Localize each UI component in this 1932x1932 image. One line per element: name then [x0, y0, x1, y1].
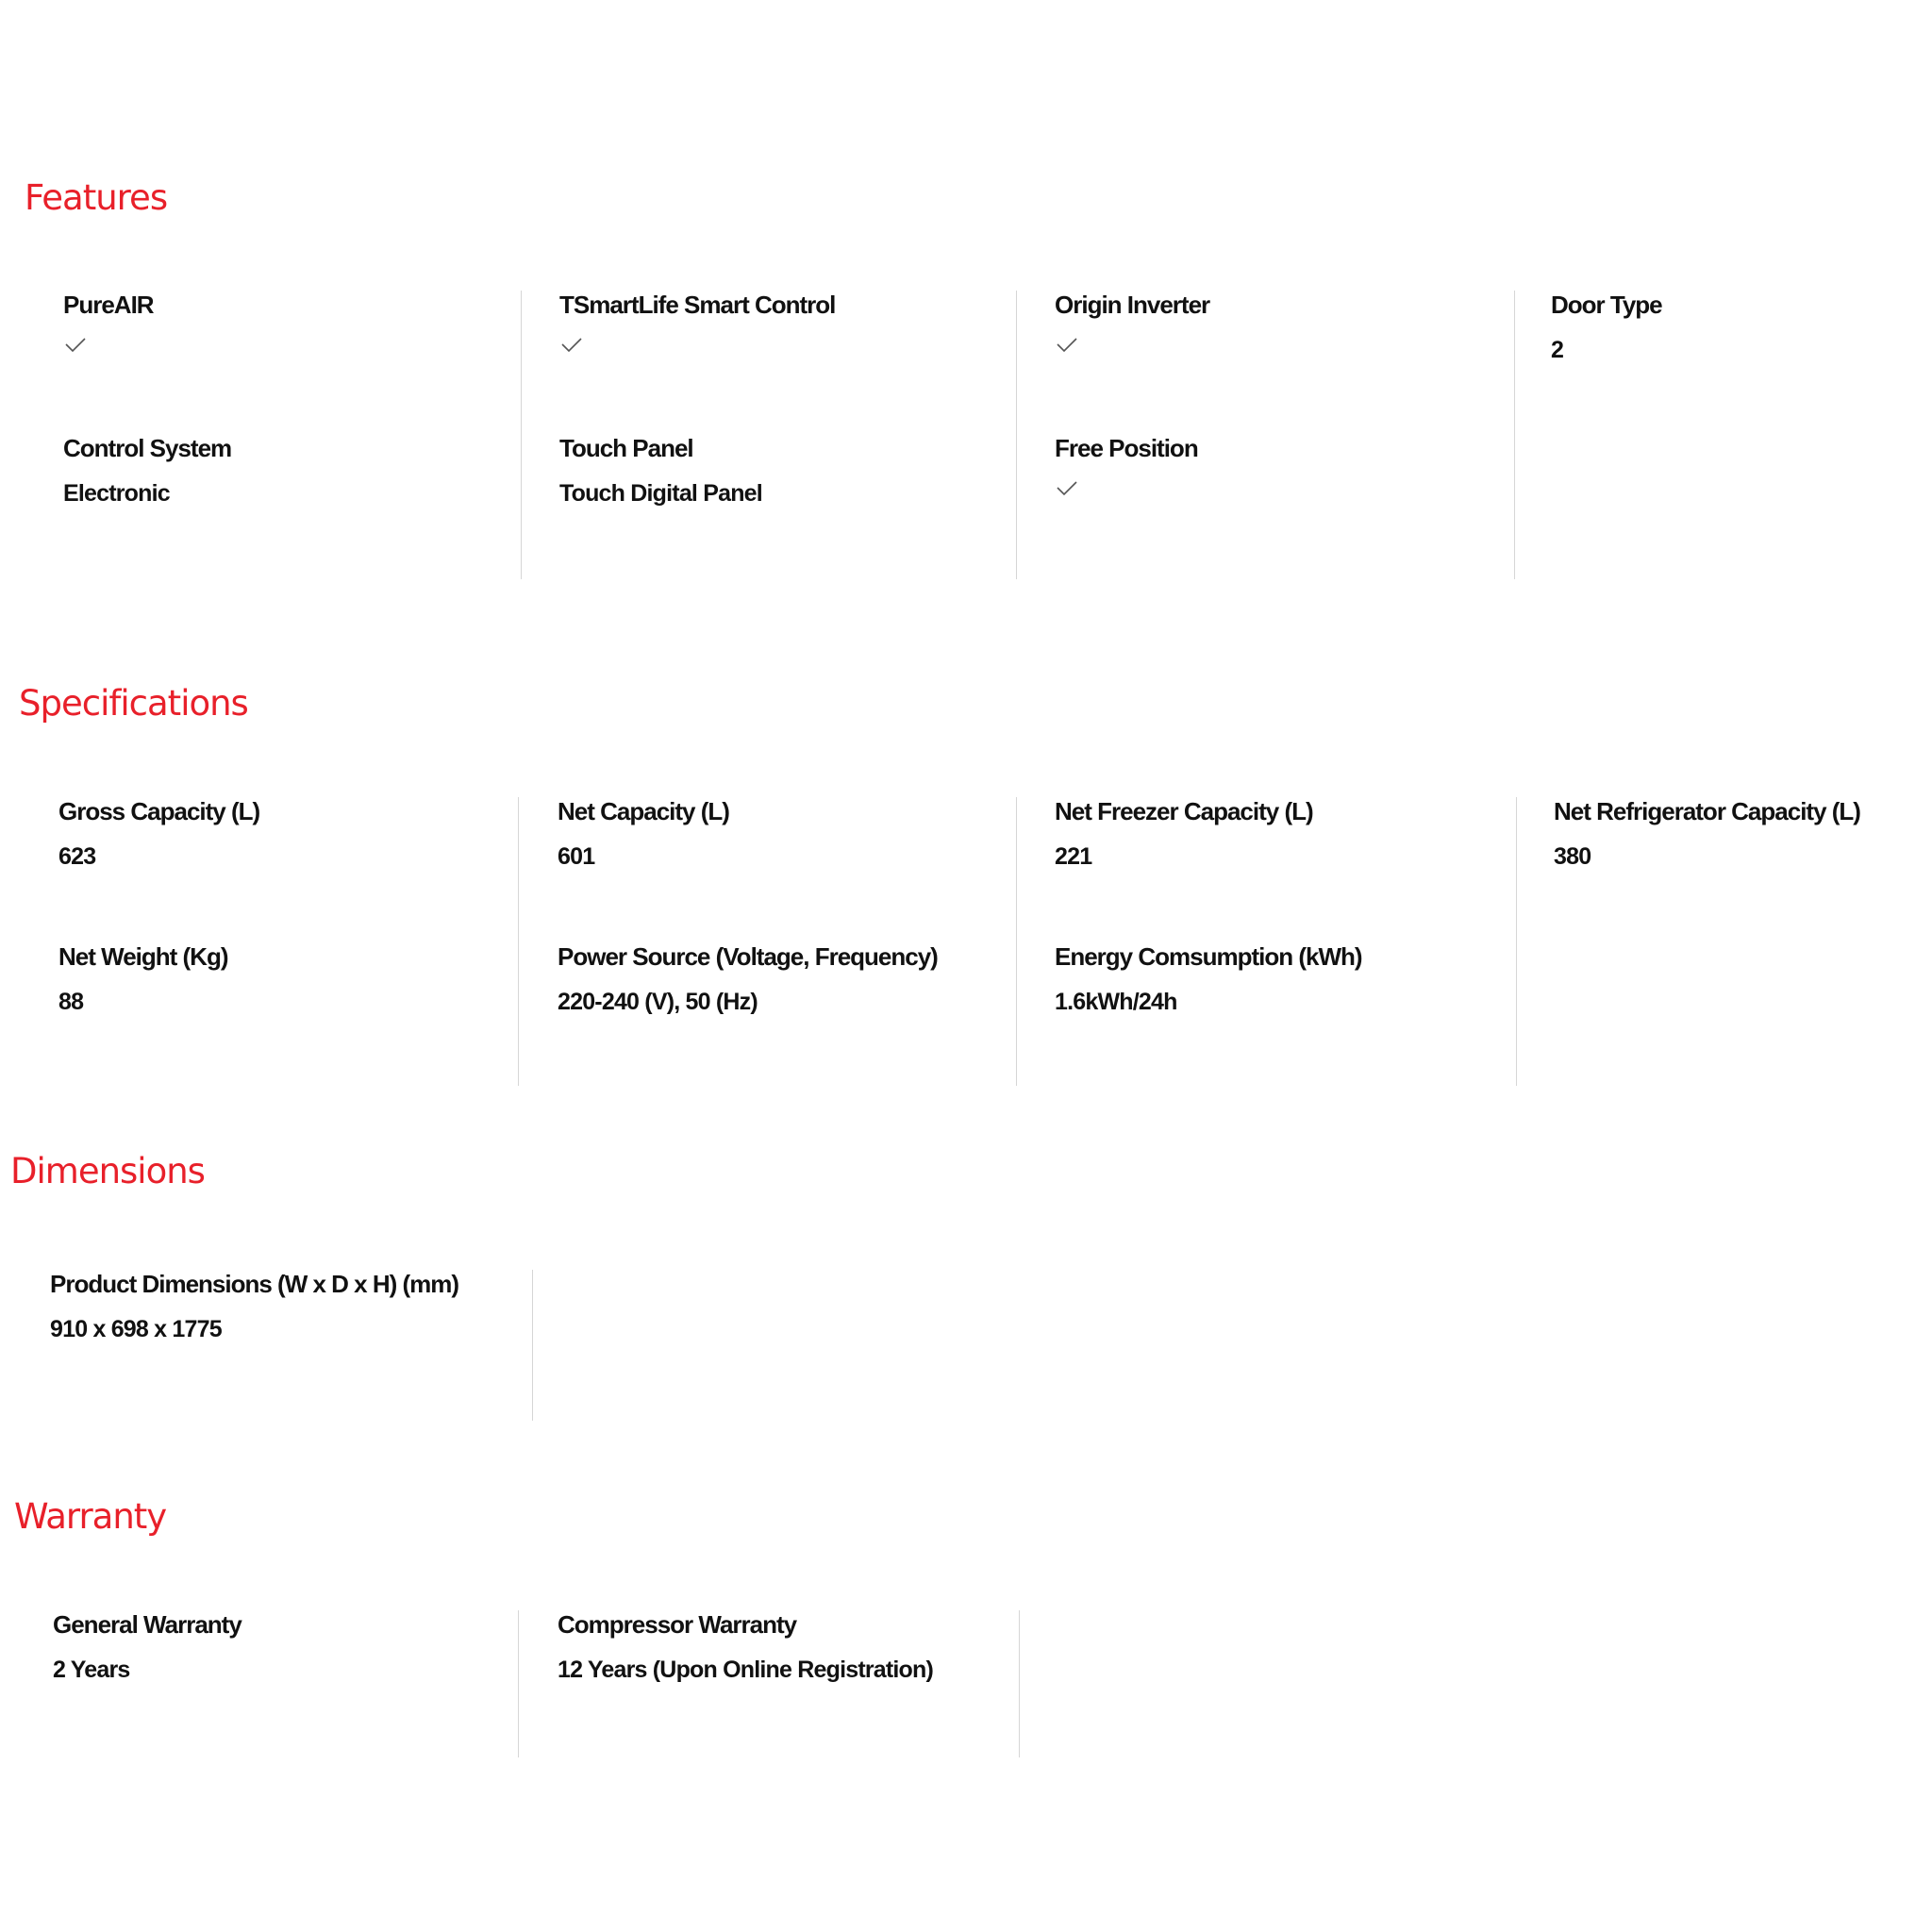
dimension-product-dimensions	[50, 1270, 458, 1343]
spec-label: Net Weight (Kg)	[58, 942, 228, 971]
check-icon	[63, 332, 88, 357]
feature-label: Touch Panel	[559, 434, 693, 462]
feature-value: Electronic	[63, 480, 170, 507]
features-column-4	[1551, 291, 1909, 579]
feature-label: PureAIR	[63, 291, 154, 319]
spec-label: Net Refrigerator Capacity (L)	[1554, 797, 1860, 825]
dimensions-section-title: Dimensions	[10, 1151, 205, 1191]
feature-door-type	[1551, 291, 1662, 364]
feature-label: TSmartLife Smart Control	[559, 291, 836, 319]
feature-label: Origin Inverter	[1055, 291, 1210, 319]
warranty-label: General Warranty	[53, 1610, 242, 1639]
warranty-label: Compressor Warranty	[558, 1610, 797, 1639]
spec-value: 380	[1554, 843, 1591, 870]
feature-pureair	[63, 291, 154, 357]
spec-value: 221	[1055, 843, 1092, 870]
spec-label: Energy Comsumption (kWh)	[1055, 942, 1362, 971]
check-icon	[1055, 475, 1079, 500]
spec-value: 623	[58, 843, 96, 870]
spec-value: 601	[558, 843, 595, 870]
spec-value: 1.6kWh/24h	[1055, 989, 1177, 1015]
spec-label: Gross Capacity (L)	[58, 797, 260, 825]
specifications-section-title: Specifications	[19, 683, 248, 724]
warranty-section-title: Warranty	[14, 1496, 167, 1537]
features-column-2	[559, 291, 1017, 579]
warranty-column-1	[53, 1610, 519, 1757]
feature-value: Touch Digital Panel	[559, 480, 762, 507]
specifications-column-3	[1055, 797, 1517, 1086]
spec-gross-capacity	[58, 797, 259, 871]
spec-value: 220-240 (V), 50 (Hz)	[558, 989, 758, 1015]
warranty-value: 2 Years	[53, 1657, 130, 1683]
feature-control-system	[63, 434, 231, 508]
spec-label: Net Capacity (L)	[558, 797, 729, 825]
spec-power-source	[558, 942, 938, 1016]
features-column-1	[63, 291, 522, 579]
spec-net-refrigerator-capacity	[1554, 797, 1860, 871]
features-section-title: Features	[25, 177, 168, 218]
feature-origin-inverter	[1055, 291, 1209, 357]
specifications-column-2	[558, 797, 1017, 1086]
specifications-column-4	[1554, 797, 1922, 1086]
spec-label: Power Source (Voltage, Frequency)	[558, 942, 938, 971]
spec-energy-consumption	[1055, 942, 1362, 1016]
feature-value: 2	[1551, 337, 1564, 363]
dimension-value: 910 x 698 x 1775	[50, 1316, 222, 1342]
feature-touch-panel	[559, 434, 762, 508]
feature-label: Free Position	[1055, 434, 1198, 462]
spec-value: 88	[58, 989, 84, 1015]
spec-net-freezer-capacity	[1055, 797, 1313, 871]
dimension-label: Product Dimensions (W x D x H) (mm)	[50, 1270, 459, 1298]
spec-net-capacity	[558, 797, 729, 871]
warranty-general	[53, 1610, 242, 1684]
warranty-value: 12 Years (Upon Online Registration)	[558, 1657, 934, 1683]
feature-tsmartlife	[559, 291, 835, 357]
spec-label: Net Freezer Capacity (L)	[1055, 797, 1313, 825]
feature-label: Control System	[63, 434, 232, 462]
warranty-column-2	[558, 1610, 1020, 1757]
warranty-compressor	[558, 1610, 933, 1684]
spec-net-weight	[58, 942, 228, 1016]
specifications-column-1	[58, 797, 519, 1086]
check-icon	[1055, 332, 1079, 357]
dimensions-column-1	[50, 1270, 533, 1421]
feature-free-position	[1055, 434, 1198, 500]
feature-label: Door Type	[1551, 291, 1662, 319]
features-column-3	[1055, 291, 1515, 579]
check-icon	[559, 332, 584, 357]
